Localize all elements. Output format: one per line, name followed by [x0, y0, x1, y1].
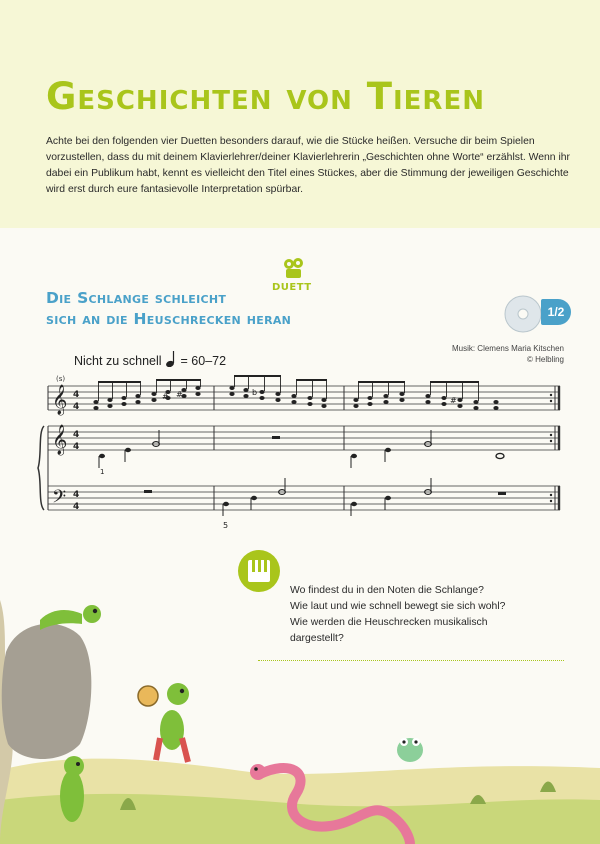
beams	[98, 376, 479, 382]
grasshopper-with-tambourine-icon	[138, 683, 189, 762]
frog-icon	[397, 738, 423, 762]
duet-icon	[283, 257, 305, 281]
quarter-note-icon	[165, 351, 177, 367]
piece-title-line-2: sich an die Heuschrecken heran	[46, 310, 292, 328]
treble-clef-icon: 𝄞	[52, 425, 68, 455]
question-line: Wo findest du in den Noten die Schlange?	[290, 585, 484, 596]
cd-icon	[497, 294, 545, 334]
svg-text:#: #	[162, 392, 169, 401]
fingering: 5	[223, 521, 229, 530]
svg-text:4: 4	[73, 402, 80, 412]
tempo-marking	[74, 351, 226, 368]
tempo-text: Nicht zu schnell	[74, 354, 162, 368]
animal-illustration	[0, 560, 600, 844]
svg-text:4: 4	[73, 430, 80, 440]
piece-title-line-1: Die Schlange schleicht	[46, 289, 227, 307]
part-marker: (s)	[56, 375, 66, 383]
music-credit	[452, 343, 564, 365]
fingering-top: 1	[100, 468, 105, 476]
svg-text:4: 4	[73, 490, 80, 500]
clefs	[52, 384, 67, 512]
duet-badge: DUETT	[272, 282, 312, 293]
publisher-credit: © Helbling	[526, 355, 564, 364]
piece-title	[46, 288, 291, 330]
svg-text:#: #	[450, 396, 457, 405]
svg-text:4: 4	[73, 502, 80, 512]
page-title: Geschichten von Tieren	[46, 75, 485, 118]
question-line: Wie laut und wie schnell bewegt sie sich wohl?	[290, 601, 506, 612]
intro-paragraph: Achte bei den folgenden vier Duetten besonders darauf, wie die Stücke heißen. Versuche dir beim Spielen vorzustellen, dass du mit deinem Klavierlehrer/deiner Klavierlehrerin „Geschichten ohne Worte“ erzählst. Wenn ihr dabei ein Publikum habt, kennt es vielleicht den Titel eines Stückes, aber die Stimmung der jeweiligen Geschichte wird erst durch eure fantasievolle Interpretation spürbar.	[46, 136, 571, 195]
svg-text:b: b	[252, 388, 258, 397]
middle-staff-notes	[99, 430, 504, 468]
composer-credit: Musik: Clemens Maria Kitschen	[451, 344, 564, 353]
svg-text:4: 4	[73, 390, 80, 400]
bass-clef-icon: 𝄢	[52, 487, 67, 512]
brace-icon	[38, 426, 44, 510]
question-line: Wie werden die Heuschrecken musikalisch	[290, 617, 488, 628]
svg-text:4: 4	[73, 442, 80, 452]
treble-clef-icon: 𝄞	[52, 385, 68, 415]
music-score	[36, 368, 566, 530]
svg-text:#: #	[176, 390, 183, 399]
time-signatures	[73, 390, 79, 512]
tempo-value: = 60–72	[180, 354, 227, 368]
question-line: dargestellt?	[290, 633, 344, 644]
upper-staff-stems	[99, 376, 479, 401]
cd-track-badge: 1/2	[541, 299, 571, 325]
boulder-icon	[2, 624, 92, 759]
